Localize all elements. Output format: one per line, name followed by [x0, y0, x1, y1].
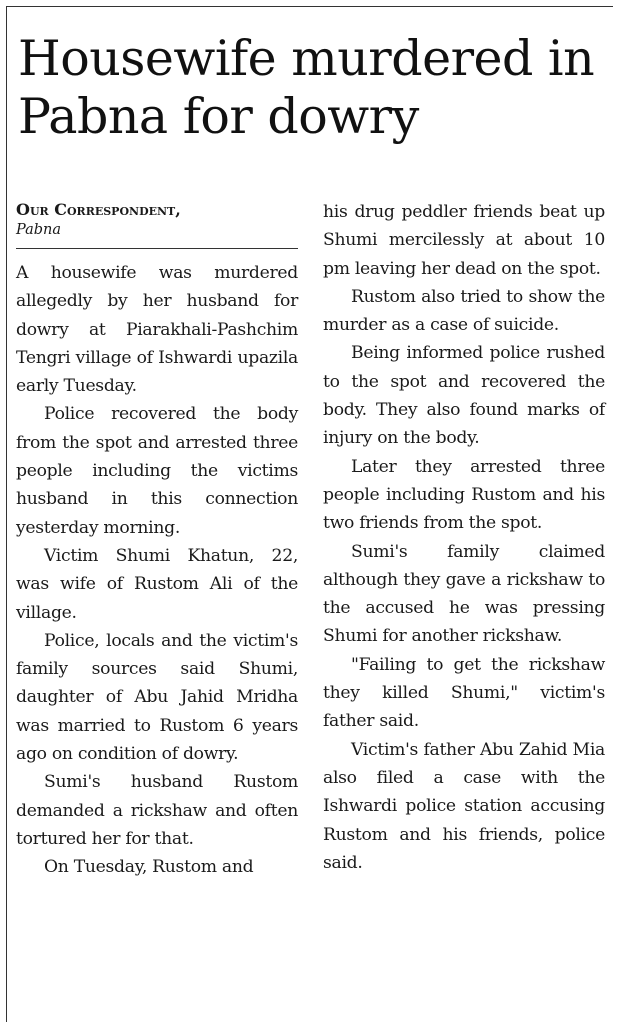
paragraph: Sumi's family claimed although they gave a rickshaw to the accused he was pressing Shumi for another rickshaw.	[323, 541, 605, 647]
top-rule	[6, 6, 613, 7]
byline	[16, 200, 298, 249]
paragraph: On Tuesday, Rustom and	[44, 857, 254, 878]
headline: Housewife murdered in Pabna for dowry	[18, 30, 595, 145]
left-rule	[6, 6, 7, 1022]
paragraph: Later they arrested three people including Rustom and his two friends from the spot.	[323, 456, 605, 534]
paragraph: his drug peddler friends beat up Shumi mercilessly at about 10 pm leaving her dead on the spot.	[323, 202, 605, 279]
byline-name: Our Correspondent,	[16, 200, 181, 219]
paragraph: Victim's father Abu Zahid Mia also filed a case with the Ishwardi police station accusing Rustom and his friends, police said.	[323, 739, 605, 873]
left-column	[16, 200, 298, 882]
byline-place: Pabna	[16, 222, 62, 238]
paragraph: "Failing to get the rickshaw they killed Shumi," victim's father said.	[323, 654, 605, 732]
paragraph: Police recovered the body from the spot and arrested three people including the victims husband in this connection yesterday morning.	[16, 404, 298, 538]
paragraph: Rustom also tried to show the murder as a case of suicide.	[323, 286, 605, 336]
paragraph: Police, locals and the victim's family sources said Shumi, daughter of Abu Jahid Mridha was married to Rustom 6 years ago on condition of dowry.	[16, 630, 298, 765]
right-column	[323, 198, 605, 877]
paragraph: Being informed police rushed to the spot and recovered the body. They also found marks of injury on the body.	[323, 343, 605, 449]
paragraph: Sumi's husband Rustom demanded a rickshaw and often tortured her for that.	[16, 772, 298, 849]
paragraph: A housewife was murdered allegedly by her husband for dowry at Piarakhali-Pashchim Tengri village of Ishwardi upazila early Tuesday.	[16, 263, 298, 397]
paragraph: Victim Shumi Khatun, 22, was wife of Rustom Ali of the village.	[16, 545, 298, 623]
